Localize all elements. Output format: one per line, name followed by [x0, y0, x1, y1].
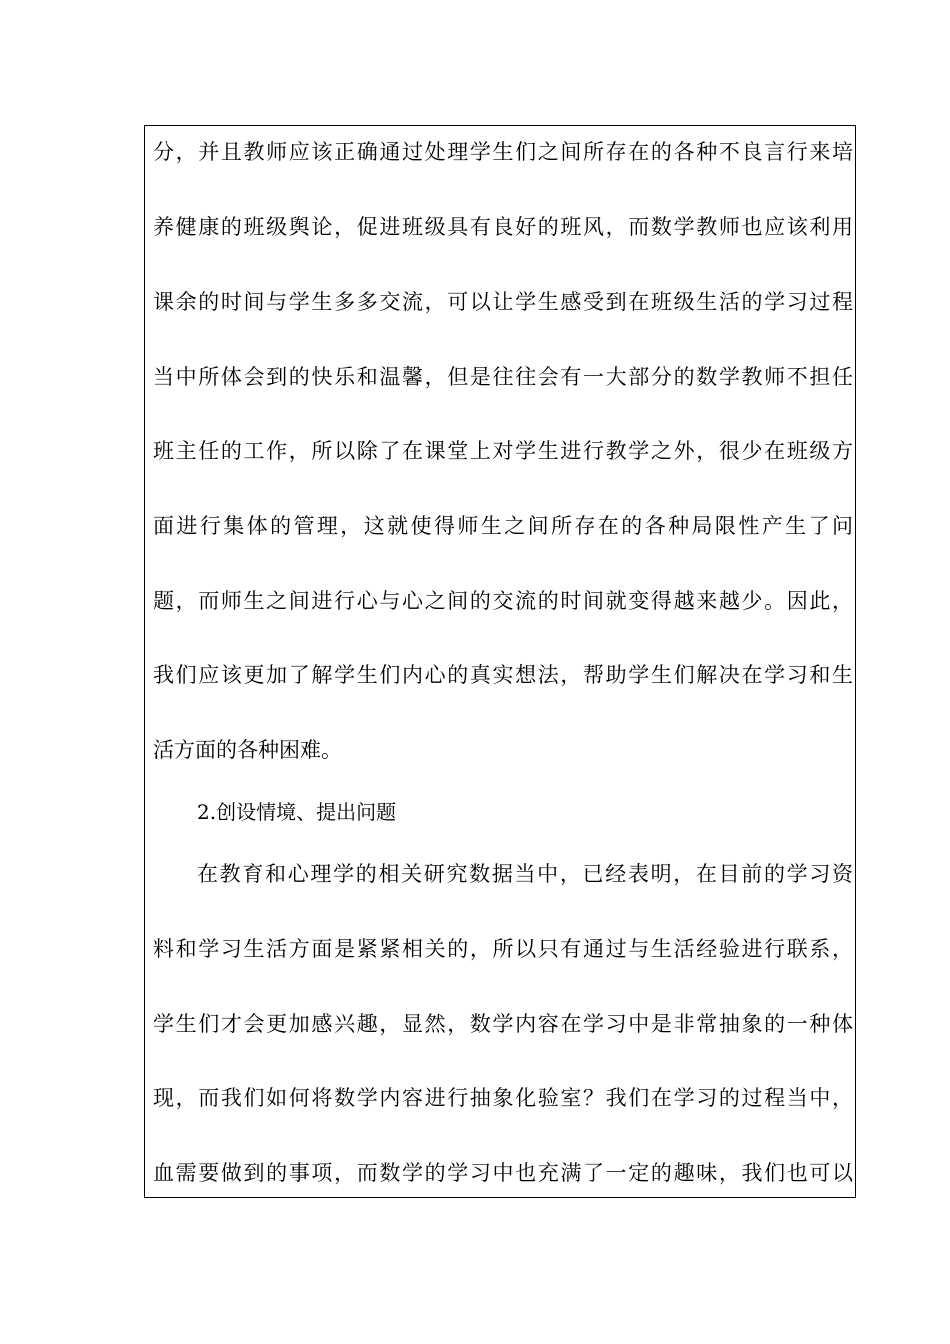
paragraph-line: 面进行集体的管理，这就使得师生之间所存在的各种局限性产生了问 — [153, 514, 853, 538]
paragraph-line: 血需要做到的事项，而数学的学习中也充满了一定的趣味，我们也可以 — [153, 1161, 853, 1185]
paragraph-line: 养健康的班级舆论，促进班级具有良好的班风，而数学教师也应该利用 — [153, 215, 853, 239]
paragraph-line: 料和学习生活方面是紧紧相关的，所以只有通过与生活经验进行联系， — [153, 937, 853, 961]
paragraph-line: 我们应该更加了解学生们内心的真实想法，帮助学生们解决在学习和生 — [153, 663, 853, 687]
paragraph-line: 现，而我们如何将数学内容进行抽象化验室？我们在学习的过程当中， — [153, 1086, 853, 1110]
paragraph-line: 课余的时间与学生多多交流，可以让学生感受到在班级生活的学习过程 — [153, 290, 853, 314]
paragraph-line: 当中所体会到的快乐和温馨，但是往往会有一大部分的数学教师不担任 — [153, 365, 853, 389]
paragraph-line: 班主任的工作，所以除了在课堂上对学生进行教学之外，很少在班级方 — [153, 439, 853, 463]
paragraph-line: 题，而师生之间进行心与心之间的交流的时间就变得越来越少。因此， — [153, 589, 853, 613]
section-heading: 2.创设情境、提出问题 — [197, 800, 397, 824]
paragraph-line: 在教育和心理学的相关研究数据当中，已经表明，在目前的学习资 — [197, 862, 853, 886]
paragraph-line: 活方面的各种困难。 — [153, 738, 342, 762]
paragraph-line: 学生们才会更加感兴趣，显然，数学内容在学习中是非常抽象的一种体 — [153, 1012, 853, 1036]
paragraph-line: 分，并且教师应该正确通过处理学生们之间所存在的各种不良言行来培 — [153, 140, 853, 164]
